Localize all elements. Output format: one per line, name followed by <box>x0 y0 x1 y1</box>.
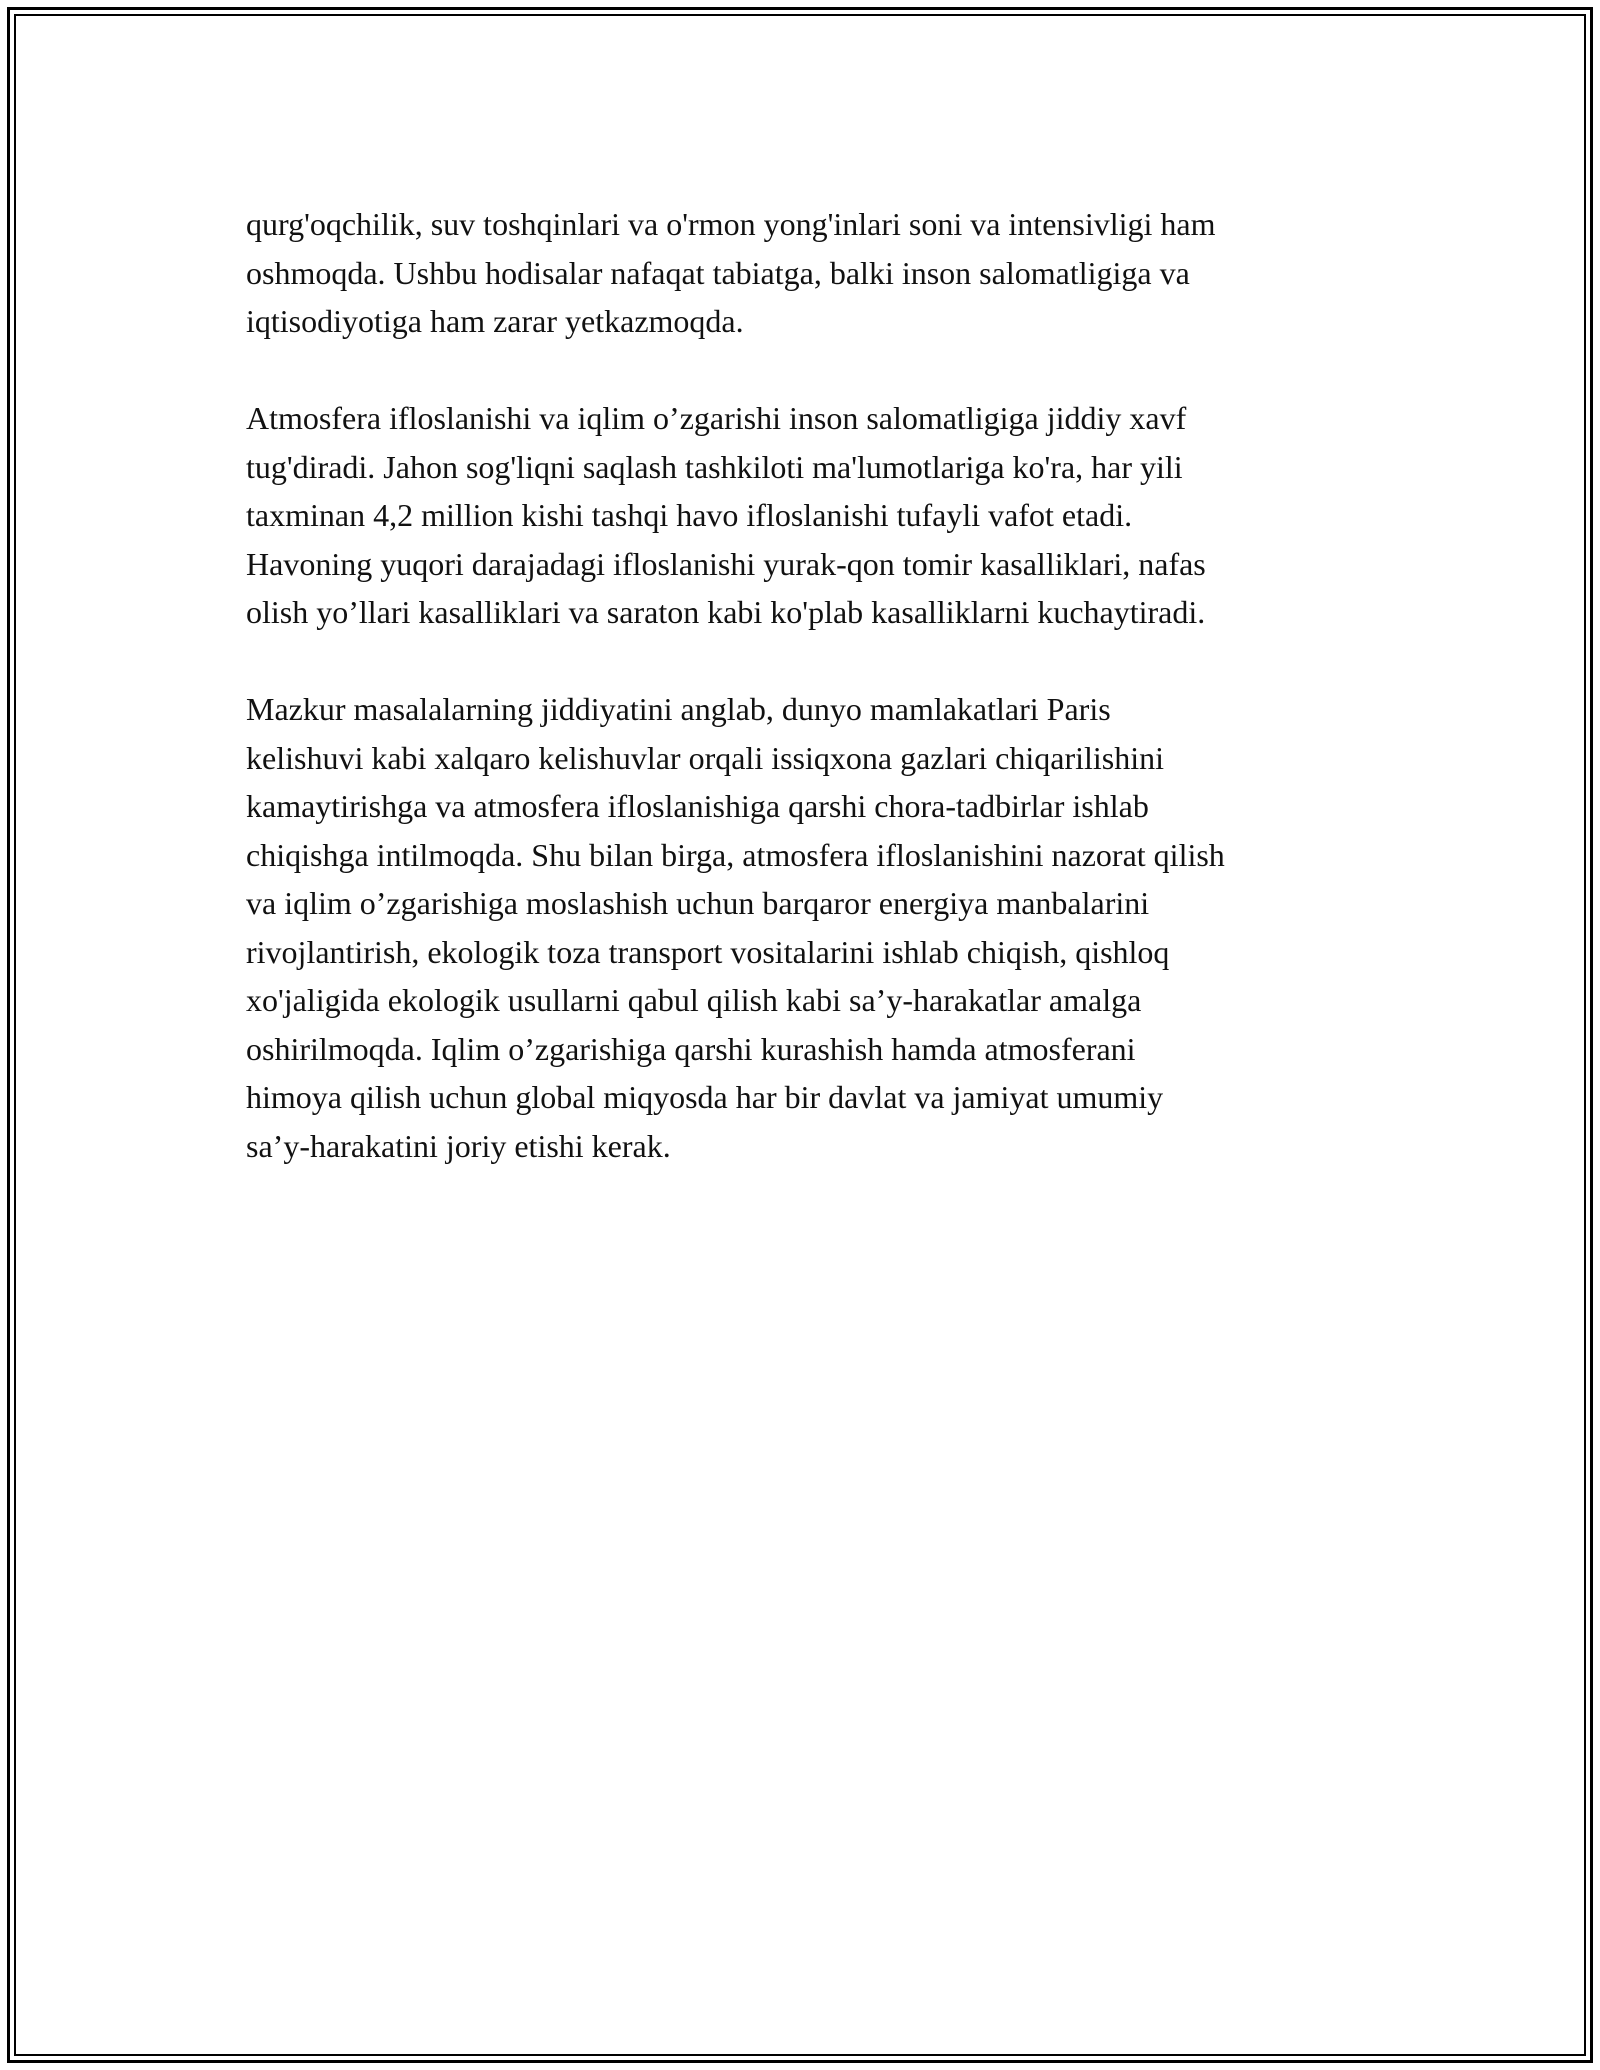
paragraph-line: taxminan 4,2 million kishi tashqi havo ifloslanishi tufayli vafot etadi. <box>246 497 1133 533</box>
paragraph-line: Havoning yuqori darajadagi ifloslanishi yurak-qon tomir kasalliklari, nafas <box>246 545 1206 582</box>
paragraph-line: qurg'oqchilik, suv toshqinlari va o'rmon yong'inlari soni va intensivligi ham <box>246 206 1216 242</box>
document-body <box>246 200 1376 1219</box>
paragraph-line: va iqlim o’zgarishiga moslashish uchun barqaror energiya manbalarini <box>246 885 1150 921</box>
paragraph-2 <box>246 394 1376 637</box>
paragraph-1 <box>246 200 1376 346</box>
paragraph-line: rivojlantirish, ekologik toza transport vositalarini ishlab chiqish, qishloq <box>246 933 1170 970</box>
paragraph-line: kelishuvi kabi xalqaro kelishuvlar orqali issiqxona gazlari chiqarilishini <box>246 739 1164 776</box>
paragraph-line: iqtisodiyotiga ham zarar yetkazmoqda. <box>246 303 744 339</box>
paragraph-line: oshmoqda. Ushbu hodisalar nafaqat tabiatga, balki inson salomatligiga va <box>246 254 1190 291</box>
paragraph-3 <box>246 685 1376 1170</box>
paragraph-line: oshirilmoqda. Iqlim o’zgarishiga qarshi kurashish hamda atmosferani <box>246 1030 1136 1067</box>
paragraph-line: sa’y-harakatini joriy etishi kerak. <box>246 1127 671 1164</box>
paragraph-line: chiqishga intilmoqda. Shu bilan birga, atmosfera ifloslanishini nazorat qilish <box>246 836 1225 873</box>
paragraph-line: tug'diradi. Jahon sog'liqni saqlash tashkiloti ma'lumotlariga ko'ra, har yili <box>246 448 1183 485</box>
paragraph-line: himoya qilish uchun global miqyosda har bir davlat va jamiyat umumiy <box>246 1079 1164 1115</box>
paragraph-line: kamaytirishga va atmosfera ifloslanishiga qarshi chora-tadbirlar ishlab <box>246 788 1149 824</box>
paragraph-line: Mazkur masalalarning jiddiyatini anglab, dunyo mamlakatlari Paris <box>246 691 1111 727</box>
paragraph-line: Atmosfera ifloslanishi va iqlim o’zgarishi inson salomatligiga jiddiy xavf <box>246 400 1187 436</box>
paragraph-line: xo'jaligida ekologik usullarni qabul qilish kabi sa’y-harakatlar amalga <box>246 982 1142 1018</box>
paragraph-line: olish yo’llari kasalliklari va saraton kabi ko'plab kasalliklarni kuchaytiradi. <box>246 594 1206 630</box>
page-frame <box>7 7 1593 2063</box>
